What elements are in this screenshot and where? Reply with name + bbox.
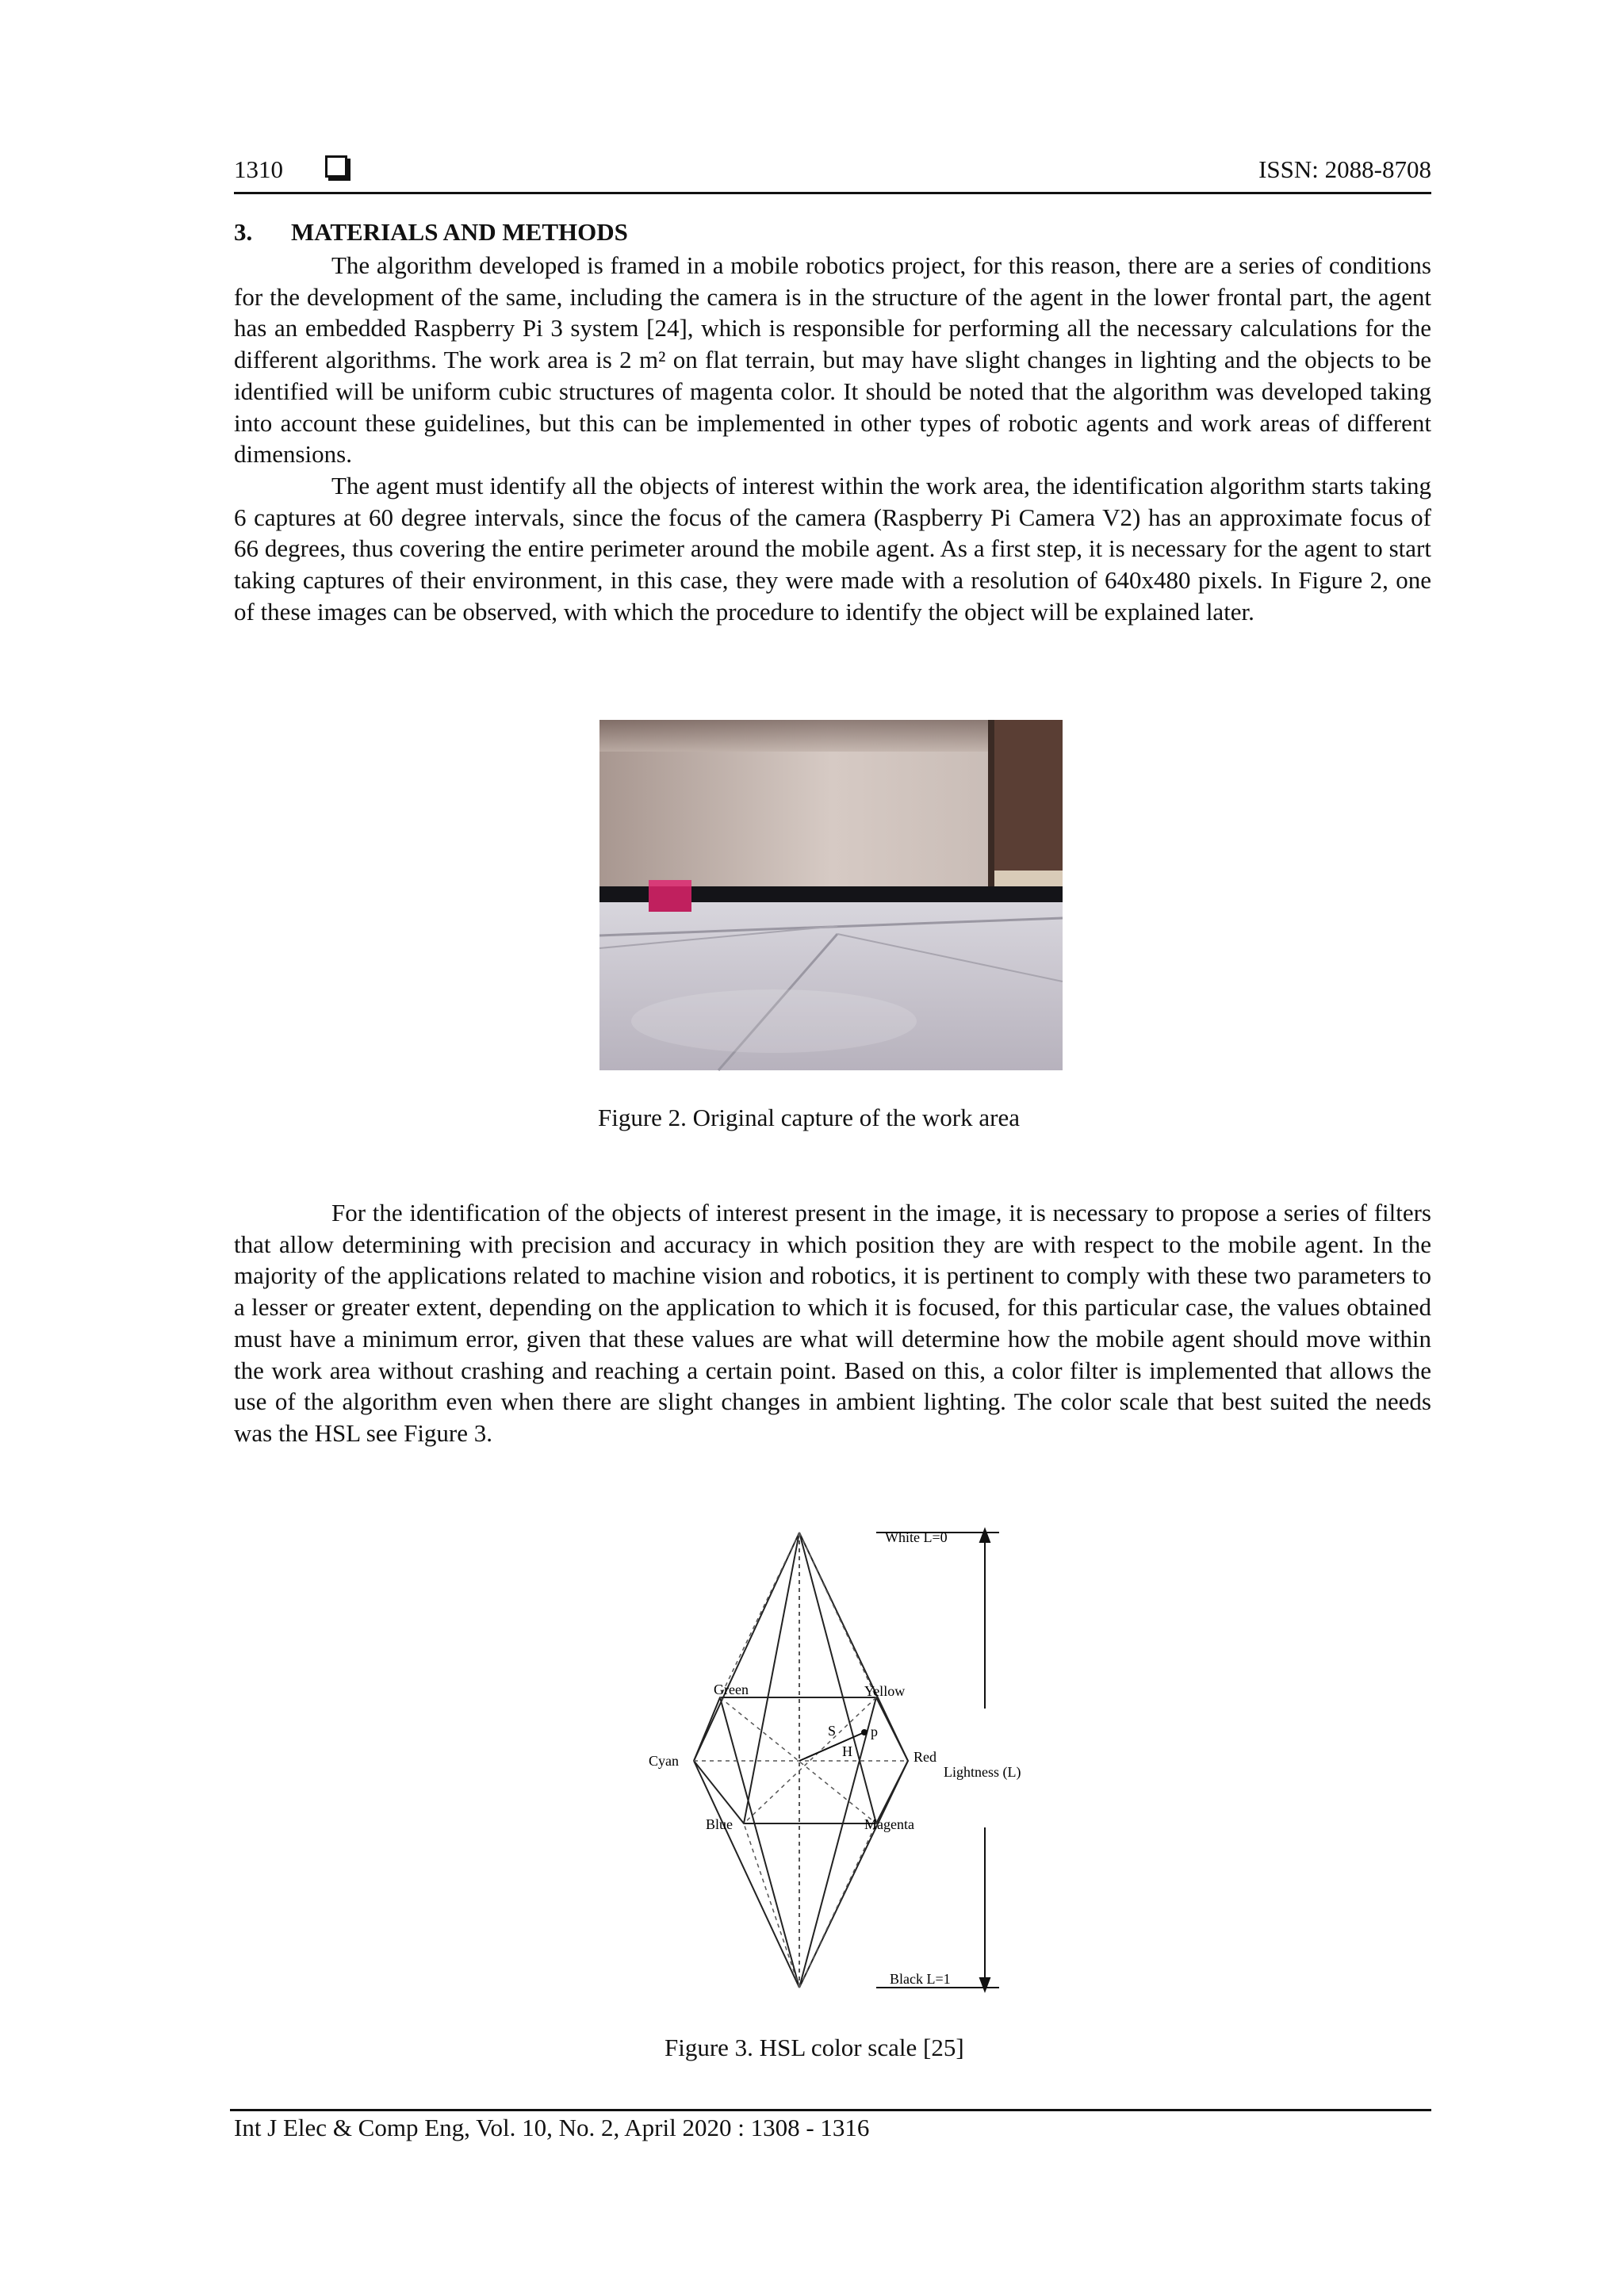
section-title: MATERIALS AND METHODS xyxy=(291,218,628,246)
label-p: p xyxy=(871,1724,878,1739)
paragraph-2 xyxy=(234,470,1431,628)
label-yellow: Yellow xyxy=(864,1683,906,1699)
section-number: 3. xyxy=(234,218,253,246)
label-cyan: Cyan xyxy=(649,1753,679,1769)
footer-citation: Int J Elec & Comp Eng, Vol. 10, No. 2, April 2020 : 1308 - 1316 xyxy=(234,2114,870,2141)
figure-2-caption: Figure 2. Original capture of the work area xyxy=(598,1104,1020,1131)
footer-rule xyxy=(230,2109,1431,2111)
label-green: Green xyxy=(714,1682,749,1697)
header-rule xyxy=(234,192,1431,194)
figure-3-hsl-diagram xyxy=(634,1518,1021,1994)
paragraph-1 xyxy=(234,250,1431,470)
label-red: Red xyxy=(914,1749,936,1765)
label-white: White L=0 xyxy=(885,1529,948,1545)
label-s: S xyxy=(828,1723,837,1739)
work-area-photo xyxy=(599,720,1063,1070)
section-heading xyxy=(234,218,1431,247)
issn: ISSN: 2088-8708 xyxy=(1258,155,1431,183)
paragraph-3-text: For the identification of the objects of interest present in the image, it is necessary to propose a series of filters that allow determining with precision and accuracy in which position they are with respect to the mobile agent. In the majority of the applications related to machine vision and robotics, it is pertinent to comply with these two parameters to a lesser or greater extent, depending on the application to which it is focused, for this particular case, the values obtained must have a minimum error, given that these values are what will determine how the mobile agent should move within the work area without crashing and reaching a certain point. Based on this, a color filter is implemented that allows the use of the algorithm even when there are slight changes in ambient lighting. The color scale that best suited the needs was the HSL see Figure 3. xyxy=(234,1199,1431,1447)
paragraph-1-text: The algorithm developed is framed in a mobile robotics project, for this reason, there are a series of conditions for the development of the same, including the camera is in the structure of the agent in the lower frontal part, the agent has an embedded Raspberry Pi 3 system [24], which is responsible for performing all the necessary calculations for the different algorithms. The work area is 2 m² on flat terrain, but may have slight changes in lighting and the objects to be identified will be uniform cubic structures of magenta color. It should be noted that the algorithm was developed taking into account these guidelines, but this can be implemented in other types of robotic agents and work areas of different dimensions. xyxy=(234,251,1431,469)
figure-2-photo xyxy=(599,720,1063,1070)
paragraph-3 xyxy=(234,1197,1431,1449)
label-h: H xyxy=(842,1743,852,1759)
page-header xyxy=(234,152,1431,192)
square-bullet-icon xyxy=(325,155,347,178)
hsl-double-cone xyxy=(634,1518,1021,1994)
page-number: 1310 xyxy=(234,155,283,183)
label-black: Black L=1 xyxy=(890,1971,951,1987)
label-magenta: Magenta xyxy=(864,1816,914,1832)
label-lightness: Lightness (L) xyxy=(944,1764,1021,1780)
label-blue: Blue xyxy=(706,1816,733,1832)
figure-3-caption: Figure 3. HSL color scale [25] xyxy=(665,2034,964,2061)
paragraph-2-text: The agent must identify all the objects of interest within the work area, the identification algorithm starts taking 6 captures at 60 degree intervals, since the focus of the camera (Raspberry Pi Camera V2) has an approximate focus of 66 degrees, thus covering the entire perimeter around the mobile agent. As a first step, it is necessary for the agent to start taking captures of their environment, in this case, they were made with a resolution of 640x480 pixels. In Figure 2, one of these images can be observed, with which the procedure to identify the object will be explained later. xyxy=(234,472,1431,626)
